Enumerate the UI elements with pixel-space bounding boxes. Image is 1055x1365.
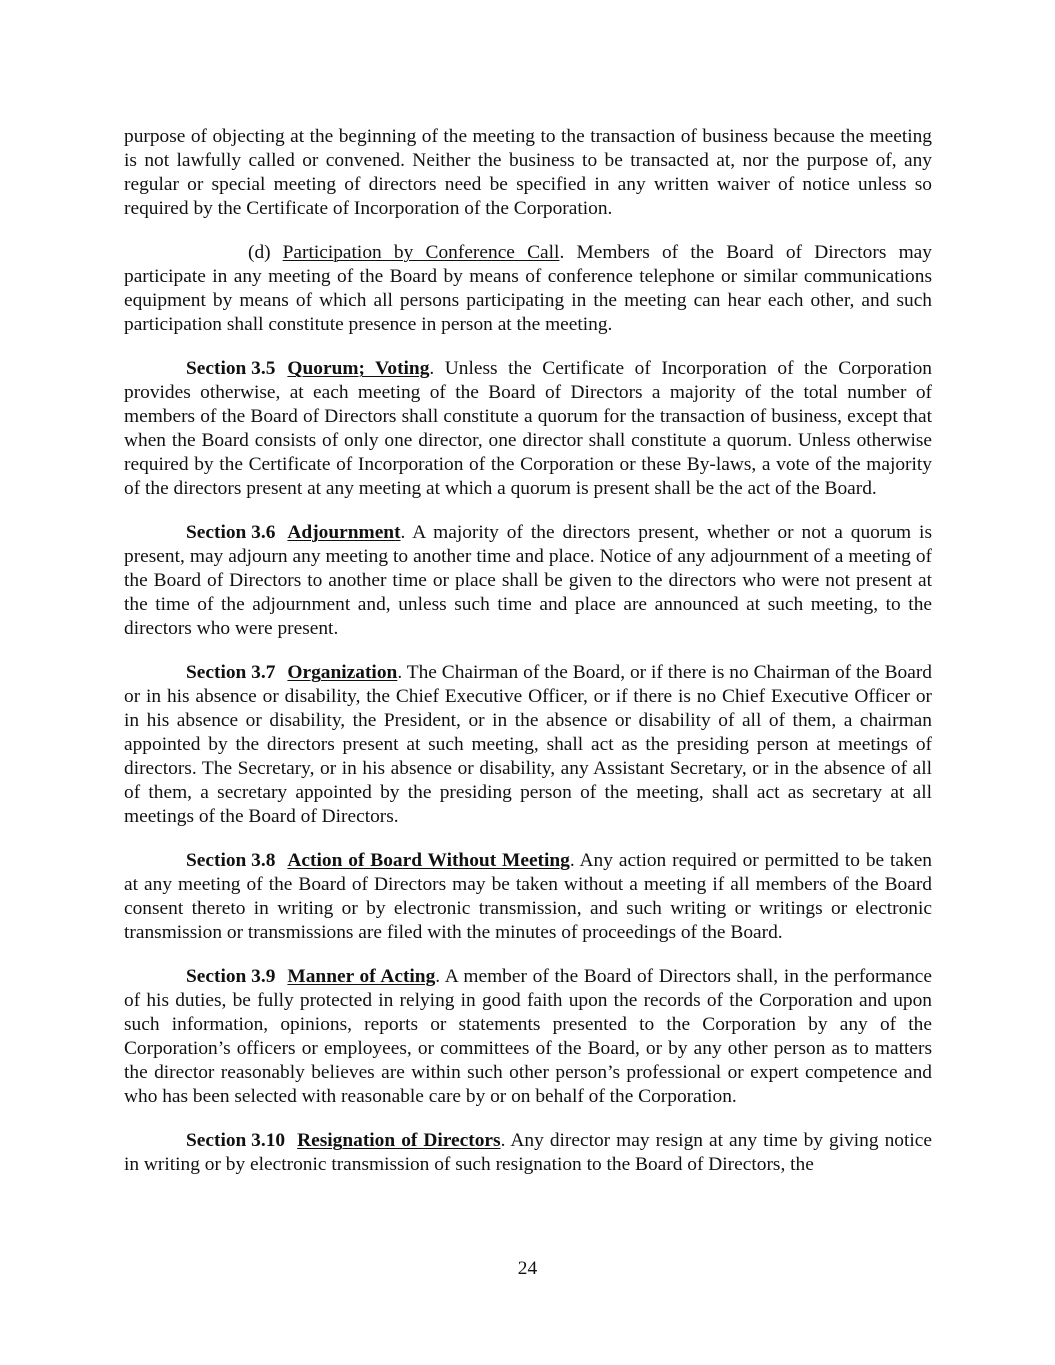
document-page — [124, 125, 932, 1197]
section-title: Action of Board Without Meeting — [287, 850, 570, 871]
section-text: . Unless the Certificate of Incorporation of the Corporation provides otherwise, at each meeting of the Board of Directors a majority of the total number of members of the Board of Directors shall constitute a quorum for the transaction of business, except that when the Board consists of only one director, one director shall constitute a quorum. Unless otherwise required by the Certificate of Incorporation of the Corporation or these By-laws, a vote of the majority of the directors present at any meeting at which a quorum is present shall be the act of the Board. — [124, 358, 932, 499]
subsection-d-paragraph — [124, 241, 932, 337]
section-title: Quorum; Voting — [287, 358, 430, 379]
section-text: . Any action required or permitted to be taken at any meeting of the Board of Directors may be taken without a meeting if all members of the Board consent thereto in writing or by electronic transmission, and such writing or writings or electronic transmission or transmissions are filed with the minutes of proceedings of the Board. — [124, 850, 932, 943]
section-number: Section 3.8 — [186, 850, 276, 871]
subsection-title: Participation by Conference Call — [282, 242, 560, 263]
section-title: Organization — [287, 662, 398, 683]
continuation-paragraph: purpose of objecting at the beginning of the meeting to the transaction of business because the meeting is not lawfully called or convened. Neither the business to be transacted at, nor the purpose of, any regular or special meeting of directors need be specified in any written waiver of notice unless so required by the Certificate of Incorporation of the Corporation. — [124, 126, 932, 219]
section-text: . Any director may resign at any time by giving notice in writing or by electronic transmission of such resignation to the Board of Directors, the — [124, 1130, 932, 1175]
section-paragraph — [124, 849, 932, 945]
section-paragraph — [124, 521, 932, 641]
section-number: Section 3.5 — [186, 358, 276, 379]
subsection-text: . Members of the Board of Directors may participate in any meeting of the Board by means of conference telephone or similar communications equipment by means of which all persons participating in the meeting can hear each other, and such participation shall constitute presence in person at the meeting. — [124, 242, 932, 335]
section-paragraph — [124, 357, 932, 501]
section-text: . A majority of the directors present, whether or not a quorum is present, may adjourn any meeting to another time and place. Notice of any adjournment of a meeting of the Board of Directors to another time or place shall be given to the directors who were not present at the time of the adjournment and, unless such time and place are announced at such meeting, to the directors who were present. — [124, 522, 932, 639]
section-text: . The Chairman of the Board, or if there is no Chairman of the Board or in his absence or disability, the Chief Executive Officer, or if there is no Chief Executive Officer or in his absence or disability, the President, or in the absence or disability of all of them, a chairman appointed by the directors present at such meeting, shall act as the presiding person at meetings of directors. The Secretary, or in his absence or disability, any Assistant Secretary, or in the absence of all of them, a secretary appointed by the presiding person of the meeting, shall act as secretary at all meetings of the Board of Directors. — [124, 662, 932, 827]
section-paragraph — [124, 1129, 932, 1177]
page-number: 24 — [517, 1258, 538, 1279]
section-number: Section 3.9 — [186, 966, 276, 987]
section-title: Adjournment — [287, 522, 401, 543]
subsection-label: (d) — [248, 242, 271, 263]
section-number: Section 3.6 — [186, 522, 276, 543]
section-paragraph — [124, 965, 932, 1109]
section-text: . A member of the Board of Directors shall, in the performance of his duties, be fully protected in relying in good faith upon the records of the Corporation and upon such information, opinions, reports or statements presented to the Corporation by any of the Corporation’s officers or employees, or committees of the Board, or by any other person as to matters the director reasonably believes are within such other person’s professional or expert competence and who has been selected with reasonable care by or on behalf of the Corporation. — [124, 966, 932, 1107]
section-number: Section 3.10 — [186, 1130, 286, 1151]
section-paragraph — [124, 661, 932, 829]
section-title: Manner of Acting — [287, 966, 436, 987]
section-title: Resignation of Directors — [297, 1130, 501, 1151]
section-number: Section 3.7 — [186, 662, 276, 683]
